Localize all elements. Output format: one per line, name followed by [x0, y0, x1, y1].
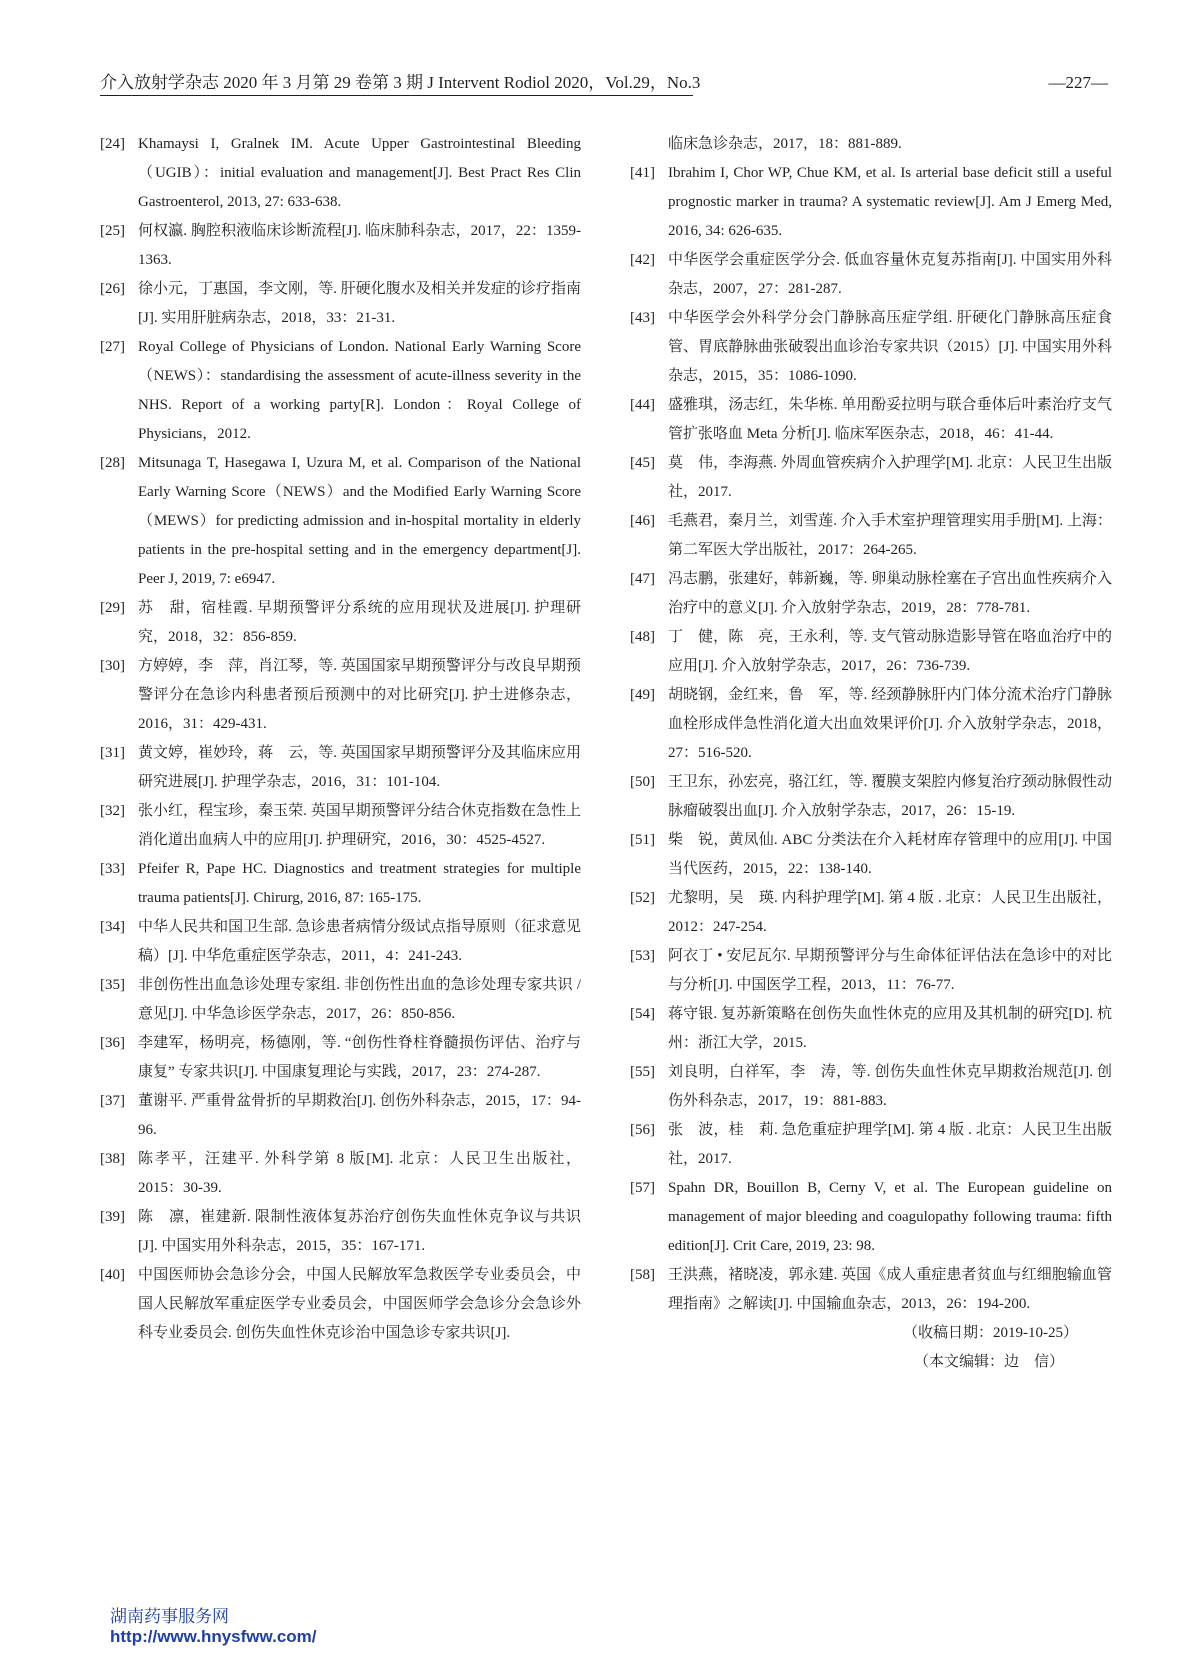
watermark-site-name: 湖南药事服务网 [110, 1607, 229, 1626]
reference-text: 中华医学会重症医学分会. 低血容量休克复苏指南[J]. 中国实用外科杂志，2007，27：281-287. [668, 252, 1112, 297]
reference-number: [33] [100, 861, 125, 877]
reference-number: [29] [100, 600, 125, 616]
reference-entry [630, 391, 1112, 449]
reference-number: [31] [100, 745, 125, 761]
reference-number: [35] [100, 977, 125, 993]
reference-number: [30] [100, 658, 125, 674]
reference-entry [100, 333, 581, 449]
reference-number: [45] [630, 455, 655, 471]
reference-text: 盛雅琪，汤志红，朱华栋. 单用酚妥拉明与联合垂体后叶素治疗支气管扩张咯血 Meta 分析[J]. 临床军医杂志，2018，46：41-44. [668, 397, 1112, 442]
reference-number: [28] [100, 455, 125, 471]
reference-number: [58] [630, 1267, 655, 1283]
reference-number: [37] [100, 1093, 125, 1109]
reference-entry [630, 1000, 1112, 1058]
reference-text: Pfeifer R, Pape HC. Diagnostics and treatment strategies for multiple trauma patients[J]. Chirurg, 2016, 87: 165-175. [138, 861, 581, 906]
watermark-url[interactable]: http://www.hnysfww.com/ [110, 1627, 317, 1646]
reference-entry [100, 594, 581, 652]
reference-entry [630, 942, 1112, 1000]
reference-number: [26] [100, 281, 125, 297]
reference-text: 中华医学会外科学分会门静脉高压症学组. 肝硬化门静脉高压症食管、胃底静脉曲张破裂出血诊治专家共识（2015）[J]. 中国实用外科杂志，2015，35：1086-1090. [668, 310, 1112, 384]
page-number: —227— [1048, 73, 1108, 92]
reference-text: 中华人民共和国卫生部. 急诊患者病情分级试点指导原则（征求意见稿）[J]. 中华危重症医学杂志，2011，4：241-243. [138, 919, 581, 964]
reference-entry [630, 884, 1112, 942]
reference-text: 毛燕君，秦月兰，刘雪莲. 介入手术室护理管理实用手册[M]. 上海：第二军医大学出版社，2017：264-265. [668, 513, 1112, 558]
reference-number: [55] [630, 1064, 655, 1080]
reference-number: [56] [630, 1122, 655, 1138]
reference-entry [630, 507, 1112, 565]
reference-text: 徐小元，丁惠国，李文刚，等. 肝硬化腹水及相关并发症的诊疗指南[J]. 实用肝脏病杂志，2018，33：21-31. [138, 281, 581, 326]
reference-entry [630, 1261, 1112, 1319]
reference-number: [41] [630, 165, 655, 181]
reference-text: 刘良明，白祥军，李 涛，等. 创伤失血性休克早期救治规范[J]. 创伤外科杂志，2017，19：881-883. [668, 1064, 1112, 1109]
reference-number: [57] [630, 1180, 655, 1196]
reference-number: [24] [100, 136, 125, 152]
reference-entry [100, 1145, 581, 1203]
reference-text: 王卫东，孙宏亮，骆江红，等. 覆膜支架腔内修复治疗颈动脉假性动脉瘤破裂出血[J]. 介入放射学杂志，2017，26：15-19. [668, 774, 1112, 819]
reference-entry [100, 1087, 581, 1145]
reference-text: 胡晓钢，金红来，鲁 军，等. 经颈静脉肝内门体分流术治疗门静脉血栓形成伴急性消化道大出血效果评价[J]. 介入放射学杂志，2018，27：516-520. [668, 687, 1112, 761]
reference-text: 黄文婷，崔妙玲，蒋 云，等. 英国国家早期预警评分及其临床应用研究进展[J]. 护理学杂志，2016，31：101-104. [138, 745, 581, 790]
reference-entry [630, 768, 1112, 826]
reference-text: 苏 甜，宿桂霞. 早期预警评分系统的应用现状及进展[J]. 护理研究，2018，32：856-859. [138, 600, 581, 645]
reference-number: [32] [100, 803, 125, 819]
reference-text: 柴 锐，黄凤仙. ABC 分类法在介入耗材库存管理中的应用[J]. 中国当代医药，2015，22：138-140. [668, 832, 1112, 877]
reference-entry [100, 1203, 581, 1261]
reference-text: 丁 健，陈 亮，王永利，等. 支气管动脉造影导管在咯血治疗中的应用[J]. 介入放射学杂志，2017，26：736-739. [668, 629, 1112, 674]
reference-text: 中国医师协会急诊分会，中国人民解放军急救医学专业委员会，中国人民解放军重症医学专业委员会，中国医师学会急诊分会急诊外科专业委员会. 创伤失血性休克诊治中国急诊专家共识[J]. [138, 1267, 581, 1341]
reference-number: [51] [630, 832, 655, 848]
reference-number: [53] [630, 948, 655, 964]
reference-entry [100, 1261, 581, 1348]
reference-entry [100, 739, 581, 797]
reference-number: [39] [100, 1209, 125, 1225]
right-reference-column [630, 130, 1112, 1377]
reference-number: [52] [630, 890, 655, 906]
reference-entry [100, 449, 581, 594]
reference-text: Ibrahim I, Chor WP, Chue KM, et al. Is arterial base deficit still a useful prognostic marker in trauma? A systematic review[J]. Am J Emerg Med, 2016, 34: 626-635. [668, 165, 1112, 239]
reference-text: 张小红，程宝珍，秦玉荣. 英国早期预警评分结合休克指数在急性上消化道出血病人中的应用[J]. 护理研究，2016，30：4525-4527. [138, 803, 581, 848]
reference-number: [54] [630, 1006, 655, 1022]
reference-number: [47] [630, 571, 655, 587]
reference-number: [46] [630, 513, 655, 529]
reference-entry [630, 623, 1112, 681]
reference-entry [100, 217, 581, 275]
reference-entry [100, 275, 581, 333]
reference-number: [44] [630, 397, 655, 413]
journal-citation-header: 介入放射学杂志 2020 年 3 月第 29 卷第 3 期 J Intervent Rodiol 2020，Vol.29，No.3 [100, 71, 693, 96]
reference-number: [36] [100, 1035, 125, 1051]
reference-entry [100, 1029, 581, 1087]
reference-entry [630, 681, 1112, 768]
left-reference-column [100, 130, 581, 1348]
reference-number: [40] [100, 1267, 125, 1283]
received-date: （收稿日期：2019-10-25） [903, 1325, 1078, 1341]
reference-entry [630, 246, 1112, 304]
reference-entry [100, 913, 581, 971]
reference-text: Spahn DR, Bouillon B, Cerny V, et al. The European guideline on management of major bleeding and coagulopathy following trauma: fifth edition[J]. Crit Care, 2019, 23: 98. [668, 1180, 1112, 1254]
reference-text: 非创伤性出血急诊处理专家组. 非创伤性出血的急诊处理专家共识 / 意见[J]. 中华急诊医学杂志，2017，26：850-856. [138, 977, 581, 1022]
reference-text: 董谢平. 严重骨盆骨折的早期救治[J]. 创伤外科杂志，2015，17：94-96. [138, 1093, 581, 1138]
reference-number: [43] [630, 310, 655, 326]
reference-entry [100, 130, 581, 217]
reference-text: 冯志鹏，张建好，韩新巍，等. 卵巢动脉栓塞在子宫出血性疾病介入治疗中的意义[J]. 介入放射学杂志，2019，28：778-781. [668, 571, 1112, 616]
reference-number: [42] [630, 252, 655, 268]
reference-text: 陈孝平，汪建平. 外科学第 8 版[M]. 北京：人民卫生出版社，2015：30-39. [138, 1151, 581, 1196]
reference-text: Khamaysi I, Gralnek IM. Acute Upper Gastrointestinal Bleeding（UGIB）：initial evaluation and management[J]. Best Pract Res Clin Gastroenterol, 2013, 27: 633-638. [138, 136, 581, 210]
watermark [110, 1607, 317, 1647]
reference-entry [630, 826, 1112, 884]
reference-text: Mitsunaga T, Hasegawa I, Uzura M, et al. Comparison of the National Early Warning Score（NEWS）and the Modified Early Warning Score（MEWS）for predicting admission and in-hospital mortality in elderly patients in the pre-hospital setting and in the emergency department[J]. Peer J, 2019, 7: e6947. [138, 455, 581, 587]
reference-entry [630, 304, 1112, 391]
reference-text: 蒋守银. 复苏新策略在创伤失血性休克的应用及其机制的研究[D]. 杭州：浙江大学，2015. [668, 1006, 1112, 1051]
reference-entry [100, 855, 581, 913]
reference-entry [630, 159, 1112, 246]
reference-number: [27] [100, 339, 125, 355]
reference-text: 张 波，桂 莉. 急危重症护理学[M]. 第 4 版 . 北京：人民卫生出版社，2017. [668, 1122, 1112, 1167]
reference-text: 方婷婷，李 萍，肖江琴，等. 英国国家早期预警评分与改良早期预警评分在急诊内科患者预后预测中的对比研究[J]. 护士进修杂志，2016，31：429-431. [138, 658, 581, 732]
reference-number: [38] [100, 1151, 125, 1167]
reference-number: [50] [630, 774, 655, 790]
reference-entry [100, 652, 581, 739]
reference-entry [100, 797, 581, 855]
reference-number: [34] [100, 919, 125, 935]
reference-entry [100, 971, 581, 1029]
reference-number: [48] [630, 629, 655, 645]
reference-text: 陈 凛，崔建新. 限制性液体复苏治疗创伤失血性休克争议与共识 [J]. 中国实用外科杂志，2015，35：167-171. [138, 1209, 581, 1254]
reference-continuation: 临床急诊杂志，2017，18：881-889. [668, 136, 902, 152]
reference-entry [630, 565, 1112, 623]
reference-number: [25] [100, 223, 125, 239]
reference-text: 阿衣丁 • 安尼瓦尔. 早期预警评分与生命体征评估法在急诊中的对比与分析[J]. 中国医学工程，2013，11：76-77. [668, 948, 1112, 993]
reference-entry [630, 1058, 1112, 1116]
running-head [100, 71, 1114, 97]
reference-text: Royal College of Physicians of London. National Early Warning Score（NEWS）：standardising the assessment of acute-illness severity in the NHS. Report of a working party[R]. London：Royal College of Physicians，2012. [138, 339, 581, 442]
reference-text: 尤黎明，吴 瑛. 内科护理学[M]. 第 4 版 . 北京：人民卫生出版社，2012：247-254. [668, 890, 1112, 935]
reference-text: 李建军，杨明亮，杨德刚，等. “创伤性脊柱脊髓损伤评估、治疗与康复” 专家共识[J]. 中国康复理论与实践，2017，23：274-287. [138, 1035, 581, 1080]
reference-text: 王洪燕，褚晓凌，郭永建. 英国《成人重症患者贫血与红细胞输血管理指南》之解读[J]. 中国输血杂志，2013，26：194-200. [668, 1267, 1112, 1312]
reference-entry [630, 1116, 1112, 1174]
reference-text: 莫 伟，李海燕. 外周血管疾病介入护理学[M]. 北京：人民卫生出版社，2017. [668, 455, 1112, 500]
editor-note: （本文编辑：边 信） [913, 1354, 1064, 1370]
reference-text: 何权瀛. 胸腔积液临床诊断流程[J]. 临床肺科杂志，2017，22：1359-1363. [138, 223, 581, 268]
right-reference-list [630, 159, 1112, 1319]
reference-entry [630, 1174, 1112, 1261]
reference-entry [630, 449, 1112, 507]
reference-number: [49] [630, 687, 655, 703]
